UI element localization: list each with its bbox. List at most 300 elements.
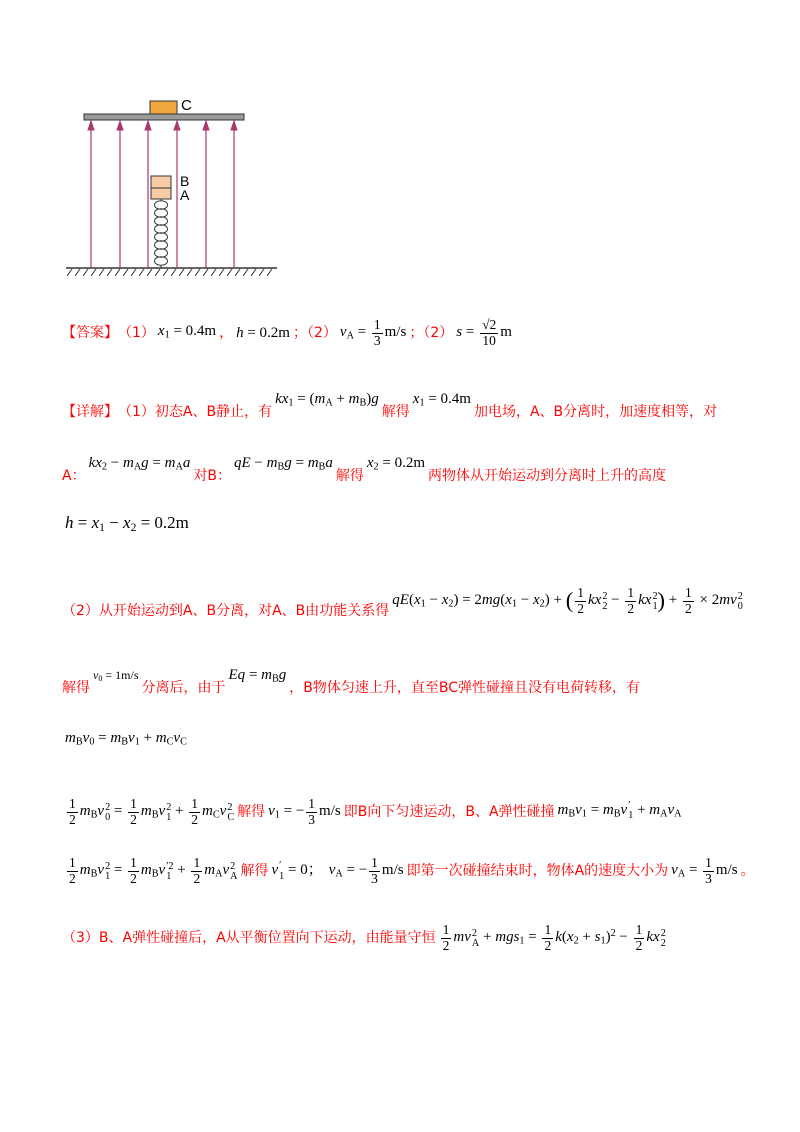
answer-h-formula xyxy=(236,323,290,343)
v0-result-formula xyxy=(93,665,139,689)
spring-coil xyxy=(155,217,168,226)
top-plate xyxy=(84,114,244,120)
detail-line-7 xyxy=(62,792,685,832)
formula-variable: m xyxy=(202,803,213,820)
detail-text: 解得 xyxy=(62,680,90,696)
formula-subscript: 0 xyxy=(89,736,95,748)
formula-variable: m xyxy=(649,801,661,818)
formula-bracket: ( xyxy=(565,587,574,613)
formula-text: = 0.2m xyxy=(136,512,189,532)
detail-text: 两物体从开始运动到分离时上升的高度 xyxy=(428,468,666,484)
formula-subscript: C xyxy=(212,809,220,821)
fraction-numerator: 1 xyxy=(371,855,378,871)
momentum-ba-formula xyxy=(558,800,682,825)
formula-variable: m xyxy=(557,801,569,818)
momentum-bc-formula xyxy=(65,728,187,753)
formula-variable: v xyxy=(97,862,105,879)
field-arrow xyxy=(88,121,94,268)
formula-text: = xyxy=(245,666,262,683)
va-result-formula xyxy=(329,856,404,885)
formula-text: m/s xyxy=(384,324,407,341)
formula-variable: a xyxy=(325,454,333,471)
formula-variable: v xyxy=(671,862,678,879)
formula-superscript: 2 xyxy=(471,927,478,939)
formula-text: = 0； xyxy=(284,862,323,879)
formula-variable: v xyxy=(128,729,135,746)
fraction-denominator: 2 xyxy=(69,870,76,886)
height-formula xyxy=(65,513,189,538)
fraction-denominator: 3 xyxy=(371,870,378,886)
answer-line xyxy=(62,313,515,353)
formula-variable: x xyxy=(566,929,574,946)
detail-text: 分离后，由于 xyxy=(141,680,226,696)
formula-variable: mgs xyxy=(495,929,520,946)
formula-subscript: B xyxy=(272,673,279,685)
detail-text: 解得 xyxy=(381,404,410,420)
detail-line-2 xyxy=(62,456,666,496)
formula-subscript: 1 xyxy=(419,397,425,409)
formula-subscript: 1 xyxy=(600,935,606,947)
formula-text: + xyxy=(665,592,682,609)
formula-fraction xyxy=(703,856,714,885)
field-arrow xyxy=(203,121,209,268)
formula-subscript: A xyxy=(660,808,668,820)
formula-text: − xyxy=(250,454,267,471)
fraction-denominator: 2 xyxy=(577,600,584,616)
detail-line-1 xyxy=(62,392,717,432)
formula-variable: k xyxy=(555,929,562,946)
formula-variable: g xyxy=(278,666,287,683)
fraction-denominator: 2 xyxy=(191,811,198,827)
formula-subscript: B xyxy=(151,868,159,880)
physics-diagram xyxy=(0,0,300,290)
formula-text: ( xyxy=(500,592,506,609)
fraction-numerator: 1 xyxy=(193,855,201,871)
formula-text: = xyxy=(462,324,479,341)
formula-variable: v xyxy=(158,803,166,820)
formula-fraction xyxy=(372,318,383,347)
formula-subscript: 1 xyxy=(581,808,587,820)
formula-subscript: A xyxy=(674,808,682,820)
block-c xyxy=(150,101,177,114)
formula-variable: m xyxy=(110,729,122,746)
formula-superscript: ′ xyxy=(628,800,631,812)
formula-variable: g xyxy=(284,454,292,471)
formula-subscript: C xyxy=(166,736,174,748)
formula-text: m xyxy=(500,324,512,341)
detail-text: 解得 xyxy=(335,468,364,484)
x1-result-formula xyxy=(413,389,471,414)
fraction-denominator: 2 xyxy=(685,600,692,616)
detail-tag: 【详解】 xyxy=(62,404,118,420)
formula-subscript: A xyxy=(133,461,142,473)
force-balance-formula xyxy=(229,665,287,690)
formula-variable: m xyxy=(122,454,134,471)
formula-variable: x xyxy=(157,322,165,339)
fraction-numerator: 1 xyxy=(627,585,635,601)
detail-text: 即第一次碰撞结束时，物体A的速度大小为 xyxy=(406,863,669,879)
detail-text: （1）初态A、B静止，有 xyxy=(118,404,273,420)
detail-text: （2）从开始运动到A、B分离，对A、B由功能关系得 xyxy=(62,603,390,619)
formula-text: − xyxy=(107,454,123,471)
formula-text: + xyxy=(173,862,190,879)
formula-subscript: 1 xyxy=(519,935,525,947)
formula-subscript: A xyxy=(346,330,354,342)
formula-superscript: 2 xyxy=(602,590,608,602)
fraction-denominator: 3 xyxy=(308,811,316,827)
detail-text: 加电场，A、B分离时，加速度相等，对 xyxy=(473,404,718,420)
formula-superscript: ′ xyxy=(279,860,282,872)
energy-bc-formula xyxy=(65,797,234,826)
formula-subscript: A xyxy=(230,871,238,883)
energy-conservation-formula xyxy=(439,923,666,952)
spring-coil xyxy=(155,241,168,250)
formula-variable: x xyxy=(91,512,100,532)
ground xyxy=(66,268,277,276)
formula-subscript: 2 xyxy=(539,598,545,610)
formula-subscript: B xyxy=(613,808,621,820)
formula-subscript: 2 xyxy=(130,520,137,534)
formula-variable: mv xyxy=(719,592,737,609)
label-c: C xyxy=(181,97,192,114)
formula-fraction xyxy=(480,318,498,347)
spring-coil xyxy=(155,257,168,266)
formula-text: = xyxy=(586,801,603,818)
formula-text: = 0.4m xyxy=(424,390,471,407)
x2-result-formula xyxy=(367,453,425,478)
formula-subscript: 1 xyxy=(628,810,634,822)
formula-text: − xyxy=(615,929,632,946)
fraction-denominator: 2 xyxy=(69,811,76,827)
formula-superscript: 2 xyxy=(166,801,172,813)
block-b xyxy=(151,176,171,188)
formula-subscript: 1 xyxy=(274,809,280,821)
formula-text: ) xyxy=(366,390,372,407)
formula-fraction xyxy=(128,797,139,826)
formula-subscript: A xyxy=(175,461,183,473)
formula-subscript: B xyxy=(359,397,367,409)
spring-coil xyxy=(155,249,168,258)
formula-subscript: B xyxy=(151,809,159,821)
fraction-numerator: 1 xyxy=(544,922,552,938)
detail-text: （3）B、A弹性碰撞后，A从平衡位置向下运动，由能量守恒 xyxy=(62,930,436,946)
formula-sub-superscript xyxy=(227,803,234,823)
formula-superscript: 2 xyxy=(652,590,658,602)
label-a: A xyxy=(180,187,190,203)
formula-variable: v xyxy=(667,801,675,818)
formula-subscript: B xyxy=(277,461,285,473)
formula-text: = xyxy=(110,862,127,879)
detail-line-9 xyxy=(62,918,669,958)
formula-fraction xyxy=(575,586,586,615)
spring-coil xyxy=(155,225,168,234)
formula-variable: kx xyxy=(638,592,652,609)
block-a xyxy=(151,188,171,199)
fraction-denominator: 3 xyxy=(705,870,712,886)
formula-variable: kx xyxy=(646,929,660,946)
va-magnitude-formula xyxy=(671,856,737,885)
formula-variable: a xyxy=(182,454,191,471)
formula-subscript: A xyxy=(677,868,686,880)
formula-variable: g xyxy=(141,454,149,471)
detail-text: 解得 xyxy=(240,863,269,879)
formula-superscript: 2 xyxy=(105,801,111,813)
formula-sub-superscript xyxy=(166,862,173,882)
formula-fraction xyxy=(67,856,78,885)
formula-subscript: 1 xyxy=(134,736,140,748)
formula-subscript: B xyxy=(90,809,98,821)
formula-text: + xyxy=(578,929,595,946)
field-arrow-head xyxy=(231,121,237,130)
formula-variable: mg xyxy=(481,592,501,609)
formula-variable: x xyxy=(412,390,420,407)
field-arrow-head xyxy=(203,121,209,130)
answer-s-formula xyxy=(456,318,512,347)
detail-text: 解得 xyxy=(237,804,266,820)
formula-subscript: C xyxy=(227,812,235,824)
spring xyxy=(155,199,168,268)
formula-subscript: 2 xyxy=(573,935,579,947)
formula-variable: g xyxy=(371,390,379,407)
field-arrow-head xyxy=(174,121,180,130)
field-arrow-head xyxy=(117,121,123,130)
formula-subscript: B xyxy=(75,736,83,748)
formula-fraction xyxy=(634,923,645,952)
formula-subscript: 0 xyxy=(105,812,111,824)
formula-text: ) xyxy=(605,929,611,946)
formula-subscript: 1 xyxy=(420,598,426,610)
formula-superscript: ′2 xyxy=(166,860,174,872)
formula-superscript: 2 xyxy=(230,860,236,872)
formula-fraction xyxy=(189,797,200,826)
fraction-numerator: 1 xyxy=(69,855,76,871)
formula-fraction xyxy=(369,856,380,885)
formula-variable: kx xyxy=(88,454,102,471)
formula-text: = ( xyxy=(293,390,315,407)
formula-variable: v xyxy=(219,803,227,820)
fraction-denominator: 10 xyxy=(482,332,496,348)
formula-subscript: 2 xyxy=(448,598,454,610)
fraction-numerator: 1 xyxy=(130,855,137,871)
formula-text: ( xyxy=(561,929,567,946)
formula-variable: m xyxy=(204,862,216,879)
formula-subscript: 1 xyxy=(105,871,111,883)
answer-tag: 【答案】 xyxy=(62,325,118,341)
detail-text: 。 xyxy=(740,863,755,879)
fraction-numerator: 1 xyxy=(635,922,643,938)
formula-subscript: A xyxy=(471,938,480,950)
energy-relation-formula xyxy=(392,586,743,615)
formula-variable: h xyxy=(236,325,244,341)
formula-variable: m xyxy=(348,390,360,407)
formula-variable: v xyxy=(158,862,166,879)
detail-line-5 xyxy=(62,668,640,708)
detail-line-6 xyxy=(62,720,190,760)
ground-hatching xyxy=(67,269,272,276)
formula-text: + xyxy=(332,390,349,407)
v1-prime-result-formula xyxy=(271,860,322,882)
fraction-numerator: √2 xyxy=(482,317,497,333)
formula-variable: h xyxy=(65,512,74,532)
fraction-numerator: 1 xyxy=(69,796,76,812)
detail-line-3 xyxy=(62,505,192,545)
fraction-denominator: 2 xyxy=(635,937,643,953)
formula-bracket: ) xyxy=(657,587,666,613)
equilibrium-formula xyxy=(275,389,379,414)
formula-variable: x xyxy=(533,592,540,609)
formula-text: = 1m/s xyxy=(102,667,139,682)
formula-superscript: 2 xyxy=(660,927,666,939)
formula-text: = xyxy=(110,803,127,820)
formula-variable: v xyxy=(173,729,181,746)
formula-fraction xyxy=(191,856,202,885)
formula-variable: m xyxy=(307,454,319,471)
formula-variable: x xyxy=(123,512,131,532)
formula-variable: m xyxy=(164,454,176,471)
formula-text: − xyxy=(425,592,442,609)
formula-variable: v xyxy=(93,667,99,682)
formula-variable: mv xyxy=(453,929,471,946)
fraction-numerator: 1 xyxy=(373,317,381,333)
fraction-numerator: 1 xyxy=(308,796,316,812)
field-arrow xyxy=(145,121,151,268)
formula-fraction xyxy=(306,797,317,826)
formula-text: m/s xyxy=(715,862,738,879)
formula-text: m/s xyxy=(319,803,341,820)
spring-coil xyxy=(155,201,168,210)
answer-separator: ， xyxy=(219,325,234,341)
fraction-denominator: 2 xyxy=(627,600,635,616)
formula-variable: v xyxy=(328,862,336,879)
block-a-newton-formula xyxy=(89,453,191,478)
formula-fraction xyxy=(128,856,139,885)
formula-text: + xyxy=(479,929,496,946)
formula-text: = xyxy=(524,929,541,946)
formula-subscript: 1 xyxy=(511,598,518,610)
formula-text: = xyxy=(73,512,92,532)
formula-subscript: B xyxy=(568,808,576,820)
formula-fraction xyxy=(542,923,553,952)
formula-variable: v xyxy=(97,803,105,820)
formula-subscript: 1 xyxy=(652,601,658,613)
formula-subscript: 1 xyxy=(288,397,294,409)
formula-variable: kx xyxy=(275,390,289,407)
formula-variable: s xyxy=(456,324,463,341)
formula-variable: m xyxy=(140,862,152,879)
formula-variable: v xyxy=(271,862,279,879)
detail-line-8 xyxy=(62,851,755,891)
formula-variable: x xyxy=(413,592,421,609)
formula-variable: v xyxy=(339,324,347,341)
formula-text: = − xyxy=(342,862,368,879)
formula-variable: kx xyxy=(587,592,602,609)
formula-subscript: 2 xyxy=(602,601,608,613)
formula-variable: m xyxy=(140,803,152,820)
answer-x1-formula xyxy=(158,321,216,346)
formula-variable: x xyxy=(366,454,374,471)
formula-text: × 2 xyxy=(695,592,720,609)
formula-variable: Eq xyxy=(228,666,246,683)
answer-va-formula xyxy=(340,318,406,347)
formula-text: m/s xyxy=(381,862,404,879)
fraction-numerator: 1 xyxy=(442,922,450,938)
formula-superscript: 2 xyxy=(227,801,233,813)
formula-text: = 0.4m xyxy=(169,322,217,339)
detail-line-4 xyxy=(62,585,746,631)
energy-ba-formula xyxy=(65,856,237,885)
field-arrow xyxy=(231,121,237,268)
formula-subscript: A xyxy=(335,868,343,880)
formula-variable: m xyxy=(602,801,614,818)
formula-variable: m xyxy=(79,803,91,820)
formula-text: ) + xyxy=(544,592,566,609)
formula-superscript: 2 xyxy=(105,860,111,872)
formula-fraction xyxy=(683,586,694,615)
formula-variable: s xyxy=(594,929,601,946)
formula-variable: qE xyxy=(233,454,251,471)
formula-variable: v xyxy=(82,729,90,746)
formula-sub-superscript xyxy=(230,862,237,882)
fraction-numerator: 1 xyxy=(191,796,198,812)
label-b: B xyxy=(180,173,190,189)
formula-text: = − xyxy=(279,803,305,820)
formula-variable: m xyxy=(266,454,278,471)
fraction-denominator: 2 xyxy=(544,937,552,953)
field-arrow-head xyxy=(88,121,94,130)
fraction-denominator: 3 xyxy=(373,332,381,348)
formula-subscript: 2 xyxy=(101,461,107,473)
formula-text: = xyxy=(685,862,702,879)
formula-text: = xyxy=(353,324,370,341)
spring-coil xyxy=(155,233,168,242)
formula-variable: m xyxy=(314,390,326,407)
fraction-numerator: 1 xyxy=(705,855,712,871)
answer-part-2-label-repeat: ；（2） xyxy=(409,325,454,341)
formula-subscript: 0 xyxy=(98,674,103,684)
formula-variable: x xyxy=(441,592,449,609)
field-arrow-head xyxy=(145,121,151,130)
formula-variable: x xyxy=(505,592,512,609)
formula-text: = xyxy=(148,454,165,471)
formula-subscript: A xyxy=(215,868,223,880)
formula-variable: v xyxy=(620,801,628,818)
formula-text: − xyxy=(517,592,533,609)
formula-text: − xyxy=(607,592,624,609)
fraction-numerator: 1 xyxy=(577,585,584,601)
formula-fraction xyxy=(67,797,78,826)
formula-superscript: 2 xyxy=(737,590,743,602)
detail-text: 即B向下匀速运动，B、A弹性碰撞 xyxy=(343,804,555,820)
detail-text: A： xyxy=(62,468,86,484)
formula-variable: m xyxy=(261,666,272,683)
formula-sub-superscript xyxy=(661,929,666,949)
fraction-numerator: 1 xyxy=(130,796,137,812)
formula-subscript: B xyxy=(90,868,98,880)
formula-subscript: C xyxy=(180,736,187,748)
fraction-numerator: 1 xyxy=(685,585,692,601)
formula-text: + xyxy=(139,729,156,746)
spring-coil xyxy=(155,209,168,218)
formula-fraction xyxy=(625,586,636,615)
answer-part-2-label: ；（2） xyxy=(292,325,337,341)
formula-text: − xyxy=(104,512,124,532)
formula-variable: m xyxy=(155,729,167,746)
formula-subscript: 2 xyxy=(660,938,666,950)
answer-part-1-label: （1） xyxy=(118,325,155,341)
formula-subscript: 1 xyxy=(166,812,172,824)
formula-text: ) = 2 xyxy=(453,592,482,609)
field-arrow xyxy=(117,121,123,268)
